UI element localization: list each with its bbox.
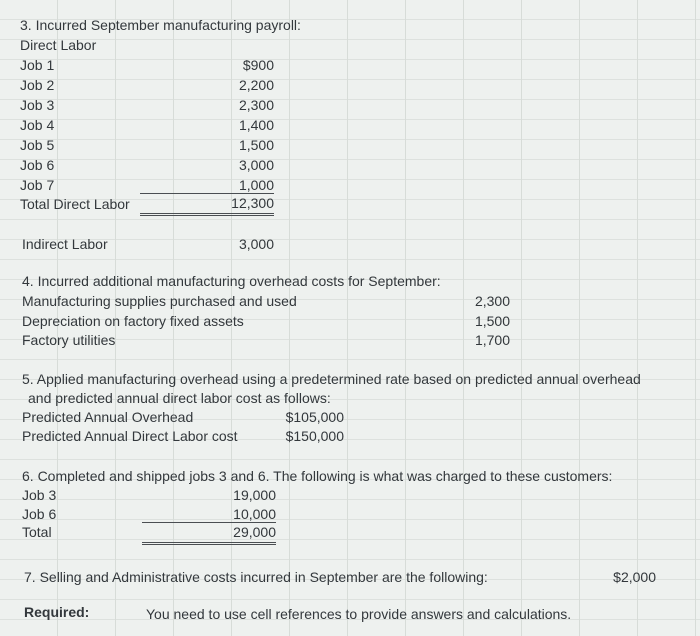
job-amount[interactable]: 1,500 — [238, 137, 274, 153]
total-direct-labor-label[interactable]: Total Direct Labor — [20, 196, 130, 212]
job-amount[interactable]: 2,200 — [238, 77, 274, 93]
predicted-direct-labor-amount[interactable]: $150,000 — [285, 428, 344, 444]
shipped-job-label[interactable]: Job 6 — [22, 506, 57, 522]
section7-heading[interactable]: 7. Selling and Administrative costs incurred in September are the following: — [24, 569, 488, 585]
shipped-total-amount[interactable]: 29,000 — [142, 522, 276, 545]
required-text[interactable]: You need to use cell references to provide answers and calculations. — [146, 606, 572, 622]
section3-heading[interactable]: 3. Incurred September manufacturing payroll: — [20, 17, 301, 33]
overhead-item-amount[interactable]: 2,300 — [474, 293, 510, 309]
section5-heading-line1[interactable]: 5. Applied manufacturing overhead using a predetermined rate based on predicted annual overhead — [22, 371, 641, 387]
overhead-item-label[interactable]: Manufacturing supplies purchased and used — [22, 293, 297, 309]
shipped-job-label[interactable]: Job 3 — [22, 487, 57, 503]
direct-labor-label[interactable]: Direct Labor — [20, 37, 97, 53]
job-label[interactable]: Job 6 — [20, 157, 55, 173]
section5-heading-line2[interactable]: and predicted annual direct labor cost as follows: — [28, 390, 331, 406]
predicted-overhead-amount[interactable]: $105,000 — [285, 409, 344, 425]
overhead-item-amount[interactable]: 1,500 — [474, 313, 510, 329]
shipped-job-amount[interactable]: 10,000 — [233, 506, 276, 522]
predicted-direct-labor-label[interactable]: Predicted Annual Direct Labor cost — [22, 428, 238, 444]
job-label[interactable]: Job 7 — [20, 177, 55, 193]
job-amount[interactable]: $900 — [242, 57, 274, 73]
job-label[interactable]: Job 4 — [20, 117, 55, 133]
job-amount[interactable]: 2,300 — [238, 97, 274, 113]
indirect-labor-amount[interactable]: 3,000 — [238, 236, 274, 252]
predicted-overhead-label[interactable]: Predicted Annual Overhead — [22, 409, 194, 425]
selling-admin-amount[interactable]: $2,000 — [613, 569, 656, 585]
job-label[interactable]: Job 3 — [20, 97, 55, 113]
job-label[interactable]: Job 5 — [20, 137, 55, 153]
overhead-item-amount[interactable]: 1,700 — [474, 332, 510, 348]
overhead-item-label[interactable]: Depreciation on factory fixed assets — [22, 313, 244, 329]
job-amount[interactable]: 1,000 — [238, 177, 274, 193]
section6-heading[interactable]: 6. Completed and shipped jobs 3 and 6. The following is what was charged to these customers: — [22, 468, 613, 484]
job-amount[interactable]: 1,400 — [238, 117, 274, 133]
job-amount[interactable]: 3,000 — [238, 157, 274, 173]
shipped-job-amount[interactable]: 19,000 — [233, 487, 276, 503]
required-label[interactable]: Required: — [24, 604, 90, 620]
section4-heading[interactable]: 4. Incurred additional manufacturing overhead costs for September: — [22, 273, 441, 289]
total-direct-labor-amount[interactable]: 12,300 — [140, 193, 274, 216]
job-label[interactable]: Job 1 — [20, 57, 55, 73]
shipped-total-label[interactable]: Total — [22, 524, 52, 540]
indirect-labor-label[interactable]: Indirect Labor — [22, 236, 108, 252]
overhead-item-label[interactable]: Factory utilities — [22, 332, 116, 348]
job-label[interactable]: Job 2 — [20, 77, 55, 93]
